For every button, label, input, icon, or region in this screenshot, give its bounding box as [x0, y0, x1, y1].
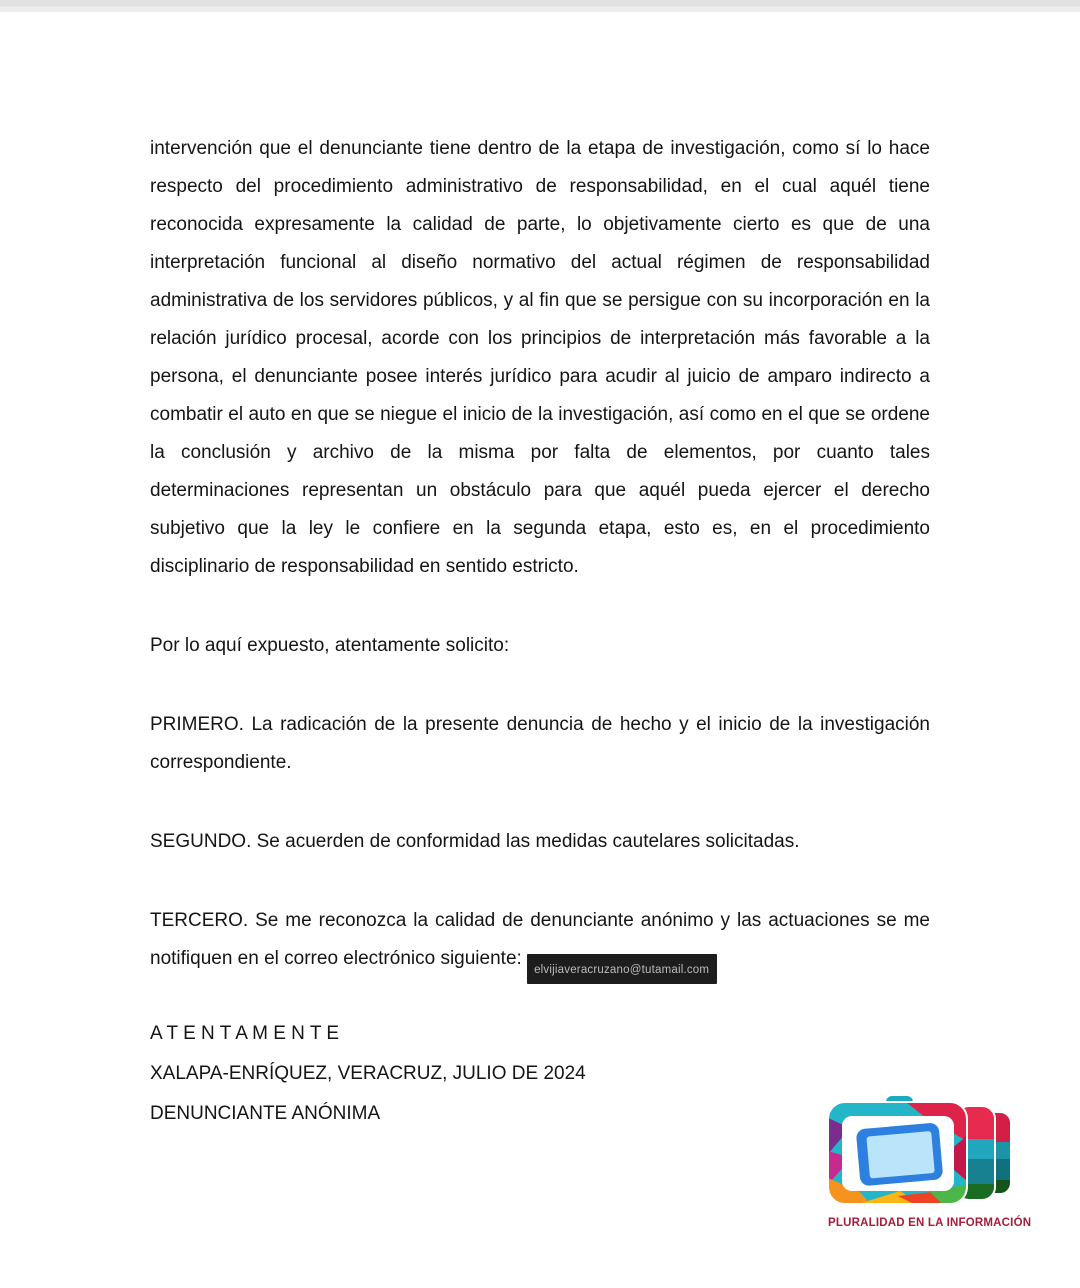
- tv-stack-logo-icon: [828, 1196, 1012, 1213]
- logo-caption: PLURALIDAD EN LA INFORMACIÓN: [828, 1217, 1032, 1229]
- document-body: [150, 130, 930, 1134]
- scan-edge-strip: [0, 0, 1080, 12]
- signature-block: [150, 1014, 930, 1134]
- signature-closing: A T E N T A M E N T E: [150, 1023, 340, 1044]
- redacted-email: elvijiaveracruzano@tutamail.com: [527, 954, 717, 984]
- paragraph-main-argument: intervención que el denunciante tiene dentro de la etapa de investigación, como sí lo hace respecto del procedimiento administrativo de responsabilidad, en el cual aquél tiene reconocida expresamente la calidad de parte, lo objetivamente cierto es que de una interpretación funcional al diseño normativo del actual régimen de responsabilidad administrativa de los servidores públicos, y al fin que se persigue con su incorporación en la relación jurídico procesal, acorde con los principios de interpretación más favorable a la persona, el denunciante posee interés jurídico para acudir al juicio de amparo indirecto a combatir el auto en que se niegue el inicio de la investigación, así como en el que se ordene la conclusión y archivo de la misma por falta de elementos, por cuanto tales determinaciones representan un obstáculo para que aquél pueda ejercer el derecho subjetivo que la ley le confiere en la segunda etapa, esto es, en el procedimiento disciplinario de responsabilidad en sentido estricto.: [150, 138, 930, 577]
- tercero-text: TERCERO. Se me reconozca la calidad de denunciante anónimo y las actuaciones se me notifiquen en el correo electrónico siguiente:: [150, 910, 930, 969]
- paragraph-segundo: SEGUNDO. Se acuerden de conformidad las medidas cautelares solicitadas.: [150, 831, 800, 852]
- paragraph-petition-intro: Por lo aquí expuesto, atentamente solicito:: [150, 635, 510, 656]
- pluralidad-logo: [828, 1096, 1032, 1229]
- signature-signer: DENUNCIANTE ANÓNIMA: [150, 1103, 381, 1124]
- signature-place-date: XALAPA-ENRÍQUEZ, VERACRUZ, JULIO DE 2024: [150, 1063, 586, 1084]
- paragraph-tercero: [150, 902, 930, 984]
- paragraph-primero: PRIMERO. La radicación de la presente denuncia de hecho y el inicio de la investigación correspondiente.: [150, 714, 930, 773]
